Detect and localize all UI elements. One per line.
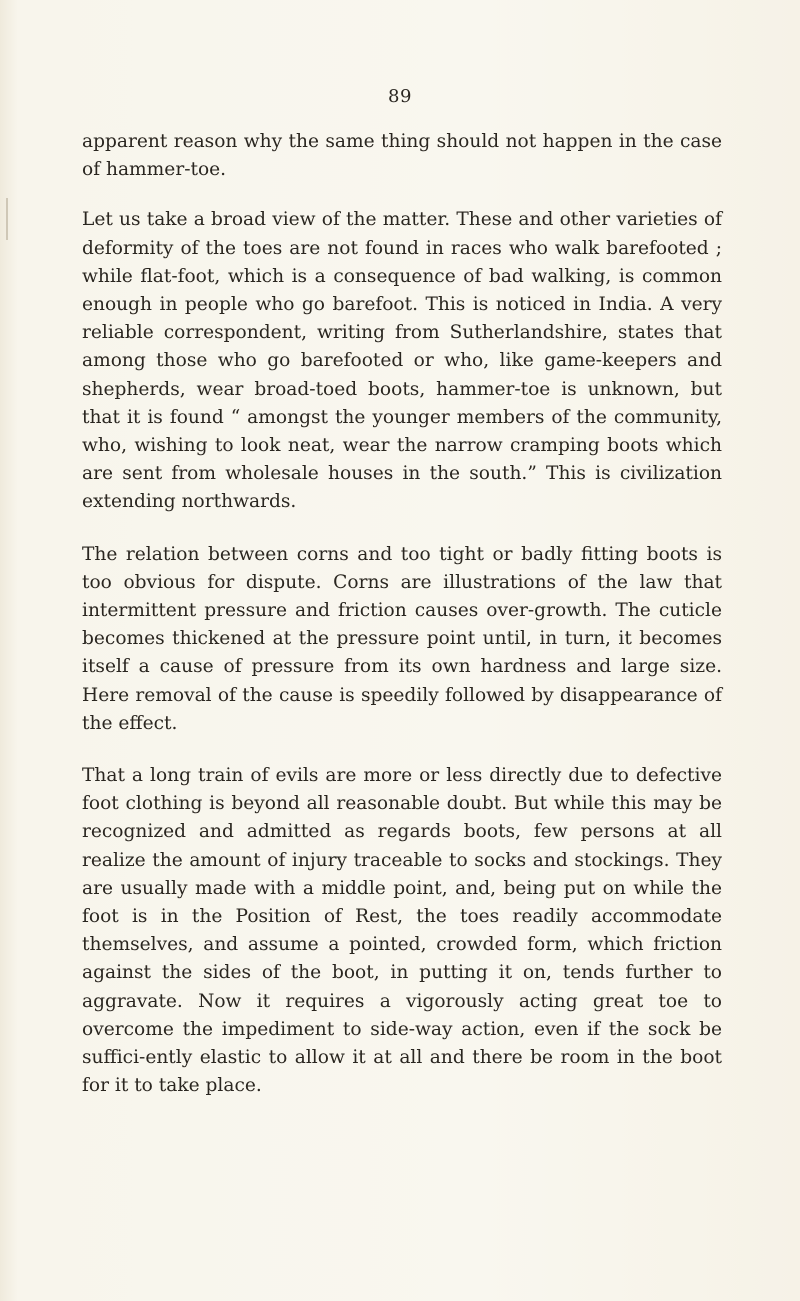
- paragraph-3: The relation between corns and too tight or badly fitting boots is too obvious for dispute. Corns are illustrations of the law that intermittent pressure and friction causes over-growth. The cuticle becomes thickened at the pressure point until, in turn, it becomes itself a cause of pressure from its own hardness and large size. Here removal of the cause is speedily followed by disappearance of the effect.: [82, 543, 722, 734]
- body-text: [82, 128, 722, 1125]
- page-number: 89: [388, 86, 412, 107]
- paragraph-1: apparent reason why the same thing should not happen in the case of hammer-toe.: [82, 131, 722, 181]
- paragraph-4: That a long train of evils are more or less directly due to defective foot clothing is beyond all reasonable doubt. But while this may be recognized and admitted as regards boots, few persons at all realize the amount of injury traceable to socks and stockings. They are usually made with a middle point, and, being put on while the foot is in the Position of Rest, the toes readily accommodate themselves, and assume a pointed, crowded form, which friction against the sides of the boot, in putting it on, tends further to aggravate. Now it requires a vigorously acting great toe to overcome the impediment to side-way action, even if the sock be suffici-ently elastic to allow it at all and there be room in the boot for it to take place.: [82, 765, 722, 1097]
- page-edge-mark: [6, 198, 8, 240]
- paragraph-2: Let us take a broad view of the matter. These and other varieties of deformity of the toes are not found in races who walk barefooted ; while flat-foot, which is a consequence of bad walking, is common enough in people who go barefoot. This is noticed in India. A very reliable correspondent, writing from Sutherlandshire, states that among those who go barefooted or who, like game-keepers and shepherds, wear broad-toed boots, hammer-toe is unknown, but that it is found “ amongst the younger members of the community, who, wishing to look neat, wear the narrow cramping boots which are sent from wholesale houses in the south.” This is civilization extending northwards.: [82, 209, 722, 513]
